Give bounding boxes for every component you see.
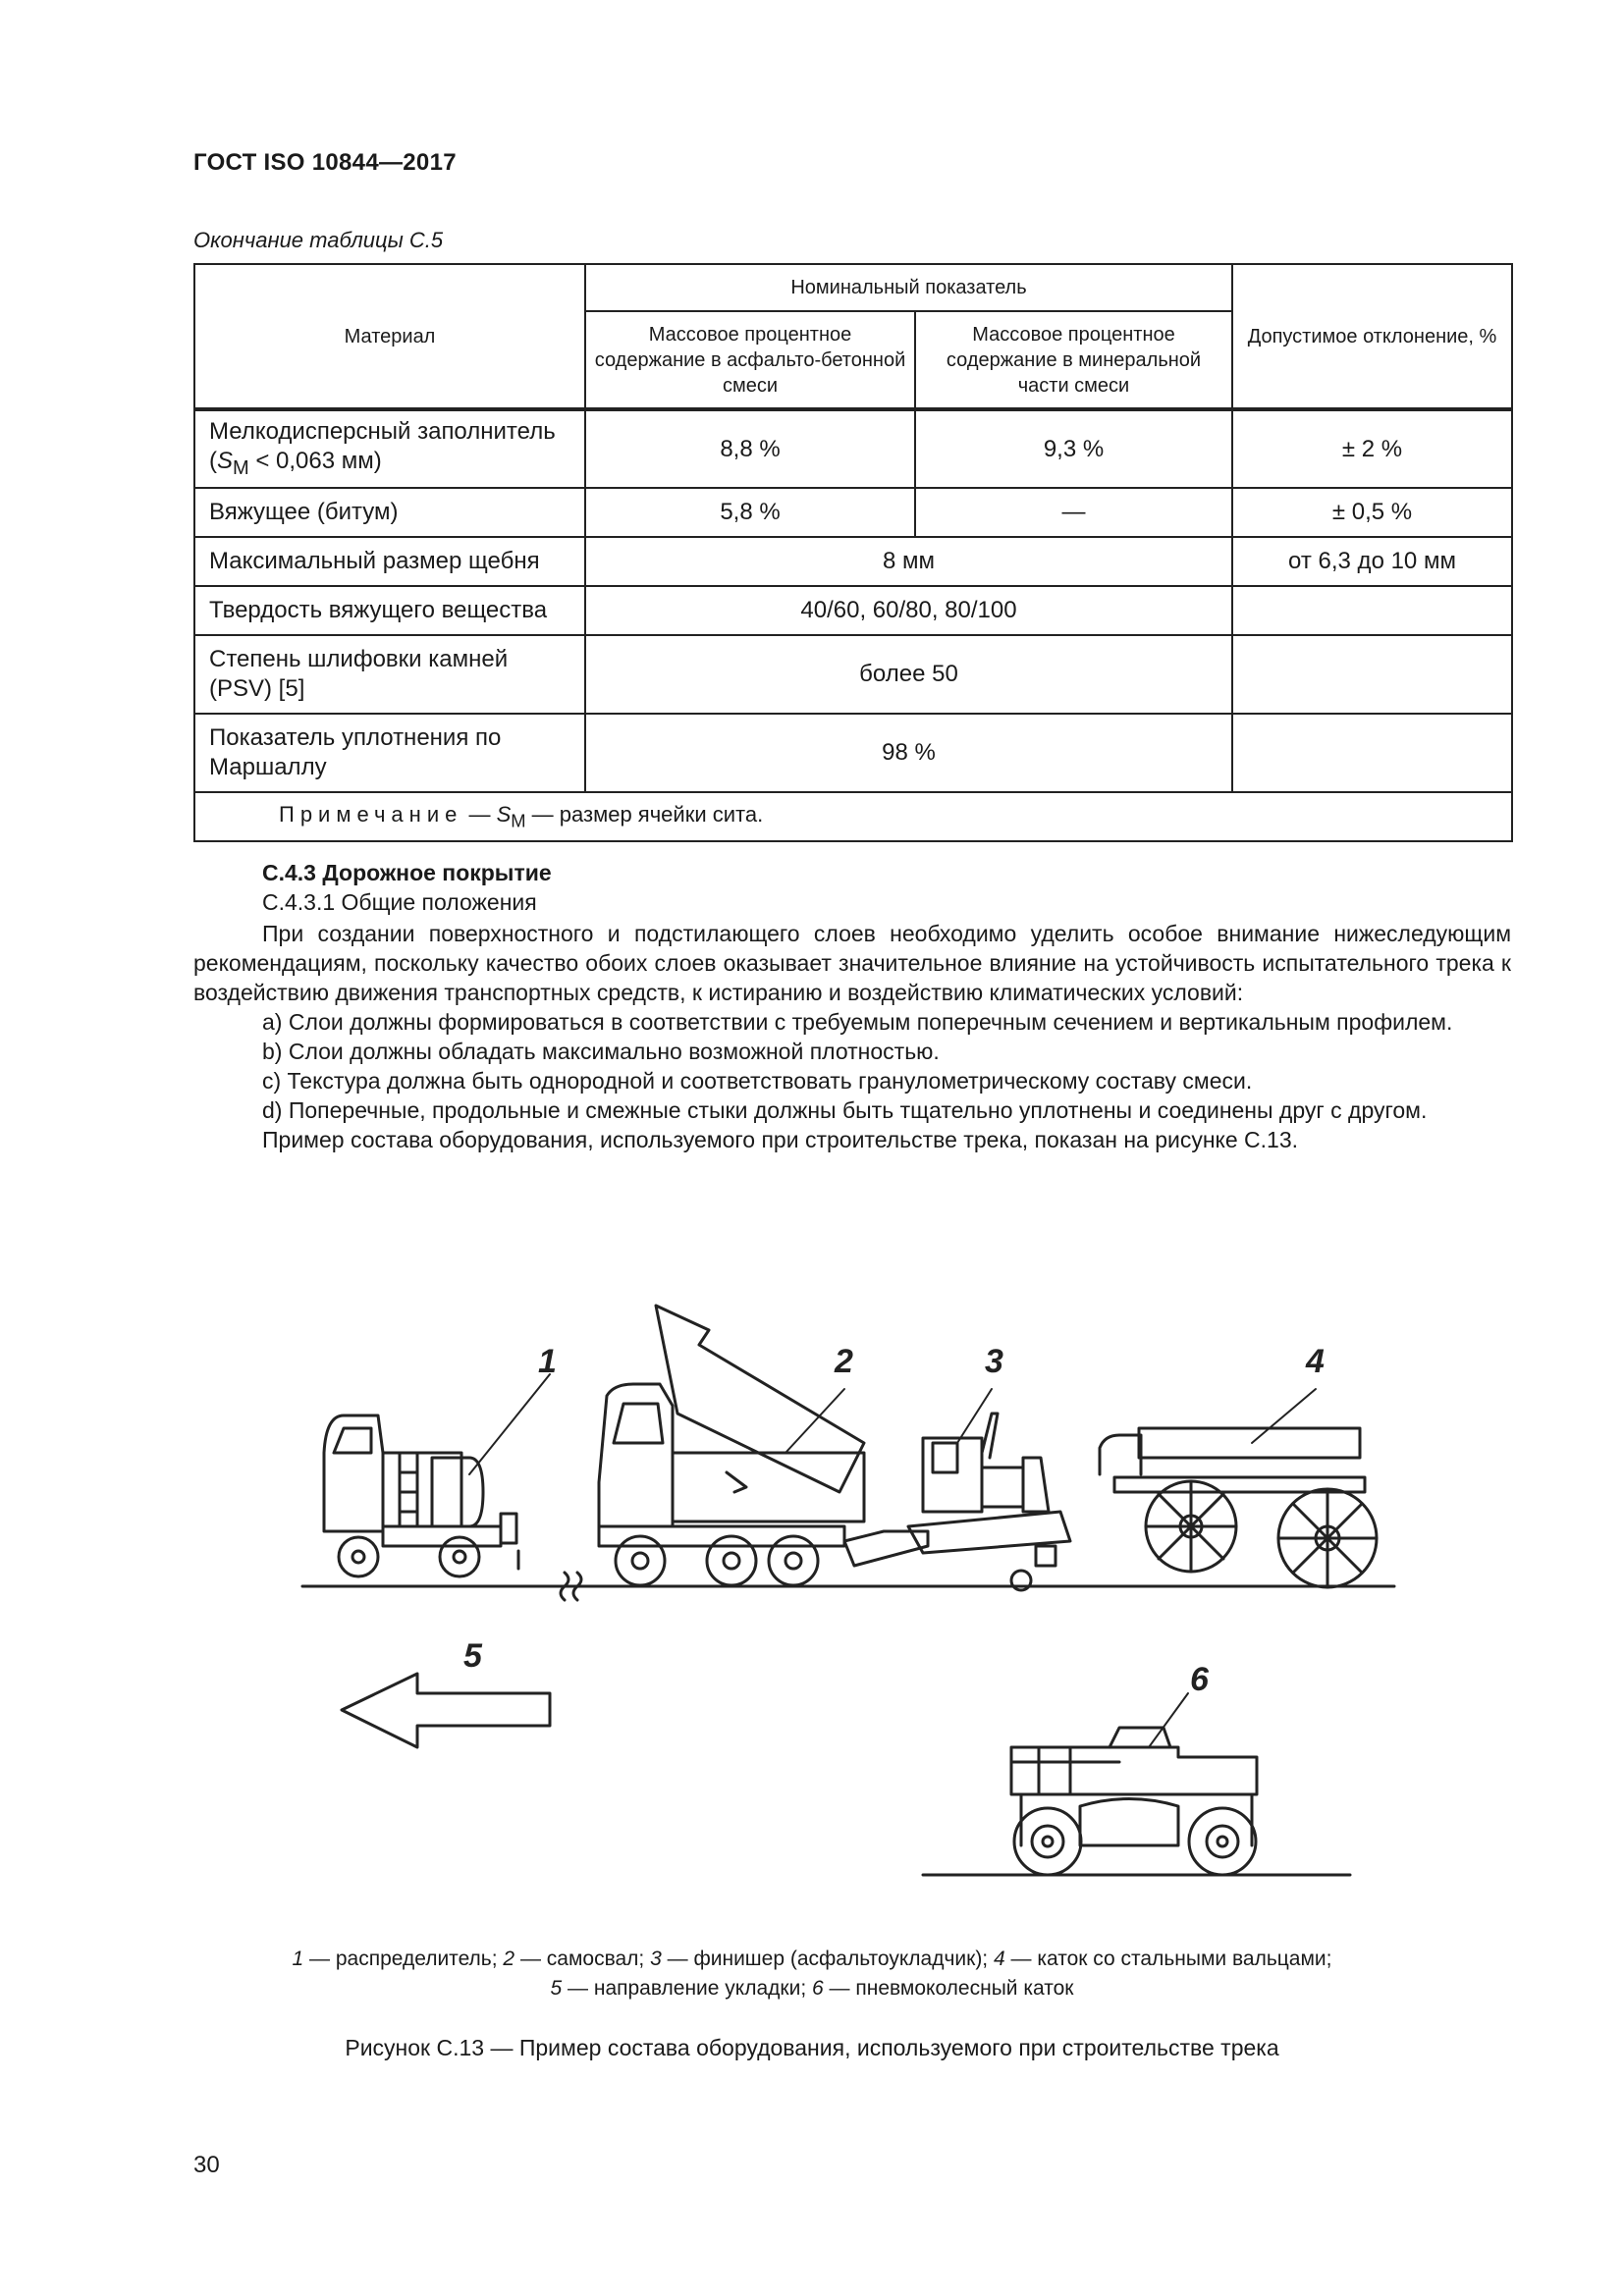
cell-value: 40/60, 60/80, 80/100 xyxy=(585,586,1232,635)
cell-value: 98 % xyxy=(585,714,1232,792)
cell-material: Твердость вяжущего вещества xyxy=(194,586,585,635)
cell-material: Мелкодисперсный заполнитель ($S_M < 0,063$ мм) xyxy=(194,409,585,488)
section-subheading: С.4.3.1 Общие положения xyxy=(262,889,537,915)
list-item: a) Слои должны формироваться в соответствии с требуемым поперечным сечением и вертикальным профилем. xyxy=(262,1009,1453,1035)
table-row xyxy=(194,488,1512,537)
figure-label-2: 2 xyxy=(835,1343,853,1380)
figure-label-3: 3 xyxy=(985,1343,1003,1380)
table-row xyxy=(194,635,1512,714)
cell-material: Вяжущее (битум) xyxy=(194,488,585,537)
table-row xyxy=(194,714,1512,792)
page-number: 30 xyxy=(193,2152,220,2178)
header-tolerance: Допустимое отклонение, % xyxy=(1232,264,1512,409)
header-mass-mineral: Массовое процентное содержание в минеральной части смеси xyxy=(915,311,1232,409)
cell-value: более 50 xyxy=(585,635,1232,714)
figure-label-5: 5 xyxy=(463,1637,482,1675)
cell-material: Показатель уплотнения по Маршаллу xyxy=(194,714,585,792)
cell-asphalt: 5,8 % xyxy=(585,488,915,537)
table-row xyxy=(194,586,1512,635)
paving-direction-arrow xyxy=(342,1674,550,1747)
equipment-figure xyxy=(0,1296,1624,1904)
materials-table xyxy=(193,263,1513,842)
table-caption: Окончание таблицы С.5 xyxy=(193,228,444,252)
table-row xyxy=(194,537,1512,586)
pneumatic-roller xyxy=(1011,1728,1257,1875)
paragraph: При создании поверхностного и подстилающего слоев необходимо уделить особое внимание нижеследующим рекомендациям, поскольку качество обоих слоев оказывает значительное влияние на устойчивость испытательного трека к воздействию движения транспортных средств, к истиранию и воздействию климатических условий: xyxy=(193,921,1511,1005)
section-heading: С.4.3 Дорожное покрытие xyxy=(262,860,552,885)
cell-tolerance: от 6,3 до 10 мм xyxy=(1232,537,1512,586)
figure-legend-line-2: 5 — направление укладки; 6 — пневмоколесный каток xyxy=(550,1977,1074,2000)
table-row xyxy=(194,409,1512,488)
figure-caption: Рисунок С.13 — Пример состава оборудования, используемого при строительстве трека xyxy=(345,2035,1279,2060)
header-material: Материал xyxy=(194,264,585,409)
leader-1 xyxy=(469,1374,550,1474)
list-item: b) Слои должны обладать максимально возможной плотностью. xyxy=(262,1039,940,1064)
list-item: c) Текстура должна быть однородной и соответствовать гранулометрическому составу смеси. xyxy=(262,1068,1253,1094)
document-header: ГОСТ ISO 10844—2017 xyxy=(193,149,457,176)
cell-asphalt: 8,8 % xyxy=(585,409,915,488)
leader-4 xyxy=(1252,1389,1316,1443)
cell-material: Максимальный размер щебня xyxy=(194,537,585,586)
dump-truck xyxy=(599,1306,864,1585)
cell-tolerance xyxy=(1232,635,1512,714)
header-mass-asphalt: Массовое процентное содержание в асфальто-бетонной смеси xyxy=(585,311,915,409)
cell-tolerance xyxy=(1232,586,1512,635)
cell-mineral: — xyxy=(915,488,1232,537)
header-nominal: Номинальный показатель xyxy=(585,264,1232,311)
figure-label-1: 1 xyxy=(538,1343,557,1380)
cell-tolerance xyxy=(1232,714,1512,792)
cell-tolerance: ± 2 % xyxy=(1232,409,1512,488)
leader-2 xyxy=(785,1389,844,1453)
table-note: Примечание — $S_M$ — размер ячейки сита. xyxy=(194,792,1512,841)
distributor-vehicle xyxy=(324,1415,518,1576)
paragraph: Пример состава оборудования, используемого при строительстве трека, показан на рисунке С.13. xyxy=(262,1127,1299,1152)
section-body xyxy=(193,919,1511,1154)
cell-value: 8 мм xyxy=(585,537,1232,586)
cell-tolerance: ± 0,5 % xyxy=(1232,488,1512,537)
cell-mineral: 9,3 % xyxy=(915,409,1232,488)
figure-label-4: 4 xyxy=(1306,1343,1325,1380)
asphalt-finisher xyxy=(844,1414,1070,1590)
list-item: d) Поперечные, продольные и смежные стыки должны быть тщательно уплотнены и соединены друг с другом. xyxy=(262,1097,1428,1123)
table-note-row xyxy=(194,792,1512,841)
steel-drum-roller xyxy=(1100,1428,1377,1587)
figure-legend-line-1: 1 — распределитель; 2 — самосвал; 3 — финишер (асфальтоукладчик); 4 — каток со стальными вальцами; xyxy=(292,1948,1332,1970)
figure-label-6: 6 xyxy=(1190,1661,1209,1698)
cell-material: Степень шлифовки камней (PSV) [5] xyxy=(194,635,585,714)
